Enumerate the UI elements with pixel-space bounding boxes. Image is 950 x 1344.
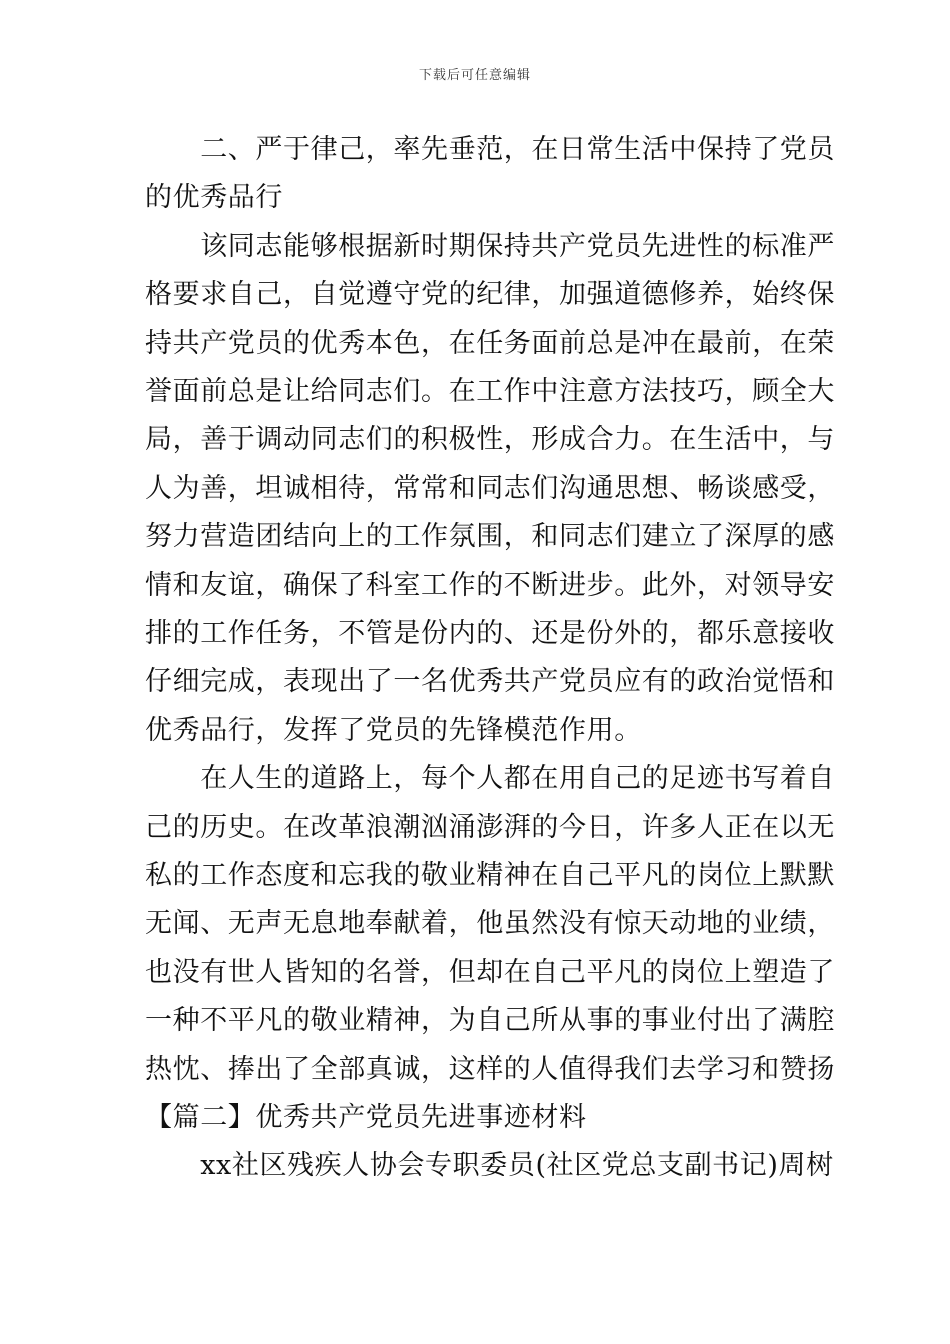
text-line: 持共产党员的优秀本色，在任务面前总是冲在最前，在荣 <box>145 328 835 359</box>
text-line: 私的工作态度和忘我的敬业精神在自己平凡的岗位上默默 <box>145 860 835 891</box>
text-line: 仔细完成，表现出了一名优秀共产党员应有的政治觉悟和 <box>145 666 835 697</box>
text-line: 人为善，坦诚相待，常常和同志们沟通思想、畅谈感受， <box>145 473 835 504</box>
text-line: 的优秀品行 <box>145 182 283 213</box>
text-line: 格要求自己，自觉遵守党的纪律，加强道德修养，始终保 <box>145 279 835 310</box>
page-header: 下载后可任意编辑 <box>418 68 531 83</box>
text-line: 情和友谊，确保了科室工作的不断进步。此外，对领导安 <box>145 570 835 601</box>
text-line: 局，善于调动同志们的积极性，形成合力。在生活中，与 <box>145 424 835 455</box>
text-line: 热忱、捧出了全部真诚，这样的人值得我们去学习和赞扬 <box>145 1054 835 1085</box>
text-line: 在人生的道路上，每个人都在用自己的足迹书写着自 <box>145 763 835 794</box>
text-line: 优秀品行，发挥了党员的先锋模范作用。 <box>145 715 642 746</box>
text-line: 一种不平凡的敬业精神，为自己所从事的事业付出了满腔 <box>145 1005 835 1036</box>
text-line: 己的历史。在改革浪潮汹涌澎湃的今日，许多人正在以无 <box>145 812 835 843</box>
section-heading: 【篇二】优秀共产党员先进事迹材料 <box>145 1102 587 1133</box>
text-line: 无闻、无声无息地奉献着，他虽然没有惊天动地的业绩， <box>145 908 835 939</box>
text-line: 排的工作任务，不管是份内的、还是份外的，都乐意接收 <box>145 618 835 649</box>
text-line: 誉面前总是让给同志们。在工作中注意方法技巧，顾全大 <box>145 376 835 407</box>
text-line: 也没有世人皆知的名誉，但却在自己平凡的岗位上塑造了 <box>145 957 835 988</box>
text-line: 努力营造团结向上的工作氛围，和同志们建立了深厚的感 <box>145 521 835 552</box>
text-line: 二、严于律己，率先垂范，在日常生活中保持了党员 <box>145 134 835 165</box>
text-line: 该同志能够根据新时期保持共产党员先进性的标准严 <box>145 231 835 262</box>
text-line: xx社区残疾人协会专职委员(社区党总支副书记)周树 <box>145 1150 834 1181</box>
